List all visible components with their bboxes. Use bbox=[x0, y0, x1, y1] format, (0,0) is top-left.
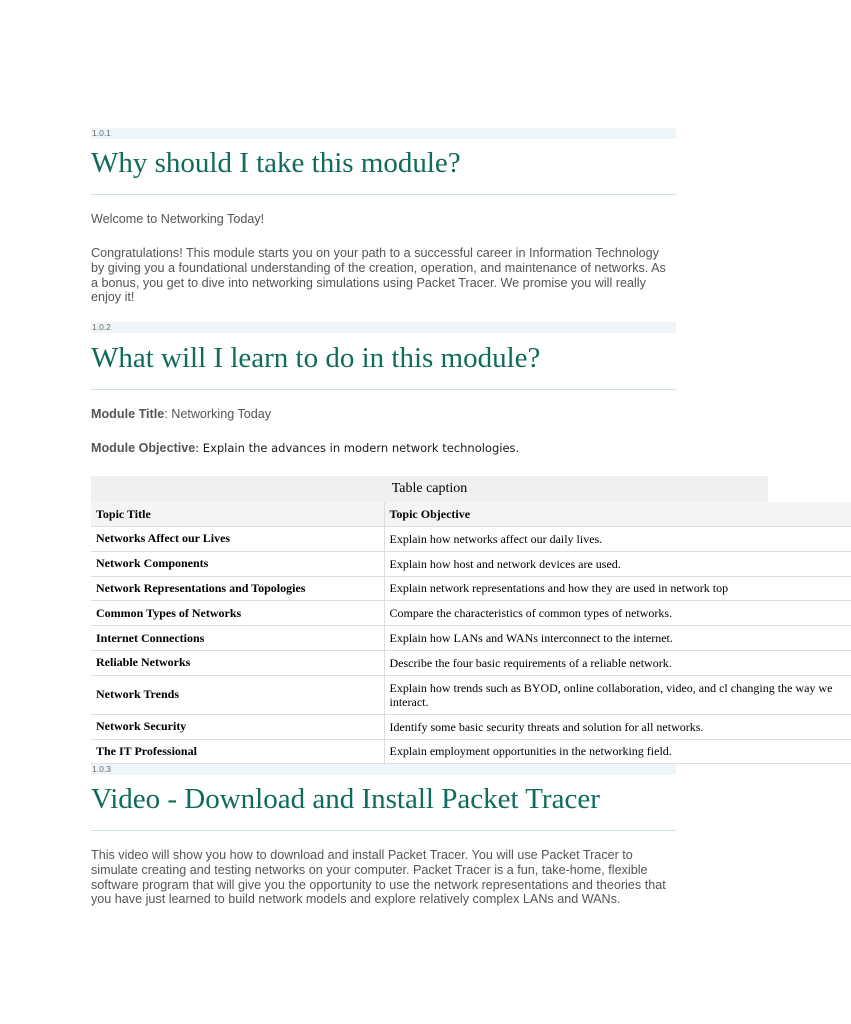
column-header-topic-title: Topic Title bbox=[91, 502, 384, 527]
section-divider bbox=[91, 389, 676, 390]
section-number: 1.0.1 bbox=[92, 128, 111, 138]
table-row bbox=[91, 527, 851, 552]
module-objective-line bbox=[91, 441, 519, 456]
table-row bbox=[91, 675, 851, 714]
welcome-text: Welcome to Networking Today! bbox=[91, 212, 265, 226]
video-paragraph: This video will show you how to download and install Packet Tracer. You will use Packet Tracer to simulate creating and testing networks on your computer. Packet Tracer is a fun, take-home, flexible software program that will give you the opportunity to use the network representations and theories that you have just learned to build network models and explore relatively complex LANs and WANs. bbox=[91, 848, 666, 907]
topic-objective-cell: Explain how networks affect our daily lives. bbox=[384, 527, 851, 552]
section-number-bar bbox=[91, 128, 676, 139]
topic-title-cell: The IT Professional bbox=[91, 739, 384, 764]
section-number: 1.0.2 bbox=[92, 322, 111, 332]
topic-title-cell: Networks Affect our Lives bbox=[91, 527, 384, 552]
topic-title-cell: Network Representations and Topologies bbox=[91, 576, 384, 601]
topic-objective-cell: Explain network representations and how they are used in network top bbox=[384, 576, 851, 601]
topic-title-cell: Internet Connections bbox=[91, 626, 384, 651]
topics-table bbox=[91, 476, 851, 764]
topic-objective-cell: Explain how LANs and WANs interconnect to the internet. bbox=[384, 626, 851, 651]
table-row bbox=[91, 739, 851, 764]
table-header-row bbox=[91, 502, 851, 527]
column-header-topic-objective: Topic Objective bbox=[384, 502, 851, 527]
topic-objective-cell: Compare the characteristics of common types of networks. bbox=[384, 601, 851, 626]
topic-objective-cell: Describe the four basic requirements of a reliable network. bbox=[384, 650, 851, 675]
table-row bbox=[91, 714, 851, 739]
module-objective-value: : Explain the advances in modern network technologies. bbox=[195, 441, 520, 455]
module-title-value: : Networking Today bbox=[164, 407, 272, 421]
table-row bbox=[91, 576, 851, 601]
topics-table-container bbox=[91, 476, 833, 763]
topic-objective-cell: Explain how host and network devices are used. bbox=[384, 551, 851, 576]
module-title-label: Module Title bbox=[91, 407, 165, 421]
section-number-bar bbox=[91, 322, 676, 333]
topic-objective-cell: Identify some basic security threats and solution for all networks. bbox=[384, 714, 851, 739]
table-row bbox=[91, 601, 851, 626]
topic-title-cell: Common Types of Networks bbox=[91, 601, 384, 626]
topic-title-cell: Reliable Networks bbox=[91, 650, 384, 675]
topic-title-cell: Network Trends bbox=[91, 675, 384, 714]
topic-objective-cell: Explain employment opportunities in the networking field. bbox=[384, 739, 851, 764]
intro-paragraph: Congratulations! This module starts you on your path to a successful career in Information Technology by giving you a foundational understanding of the creation, operation, and maintenance of networks. As a bonus, you get to dive into networking simulations using Packet Tracer. We promise you will really enjoy it! bbox=[91, 246, 666, 305]
table-row bbox=[91, 650, 851, 675]
module-title-line bbox=[91, 407, 271, 422]
table-row bbox=[91, 551, 851, 576]
section-heading: What will I learn to do in this module? bbox=[91, 342, 541, 374]
table-row bbox=[91, 626, 851, 651]
module-objective-label: Module Objective bbox=[91, 441, 196, 455]
section-divider bbox=[91, 194, 676, 195]
section-heading: Why should I take this module? bbox=[91, 147, 461, 179]
section-number-bar bbox=[91, 764, 676, 775]
section-divider bbox=[91, 830, 676, 831]
topic-title-cell: Network Components bbox=[91, 551, 384, 576]
section-number: 1.0.3 bbox=[92, 764, 111, 774]
section-heading: Video - Download and Install Packet Tracer bbox=[91, 783, 600, 815]
table-caption: Table caption bbox=[91, 476, 768, 502]
topic-title-cell: Network Security bbox=[91, 714, 384, 739]
topic-objective-cell: Explain how trends such as BYOD, online collaboration, video, and cl changing the way we interact. bbox=[384, 675, 851, 714]
